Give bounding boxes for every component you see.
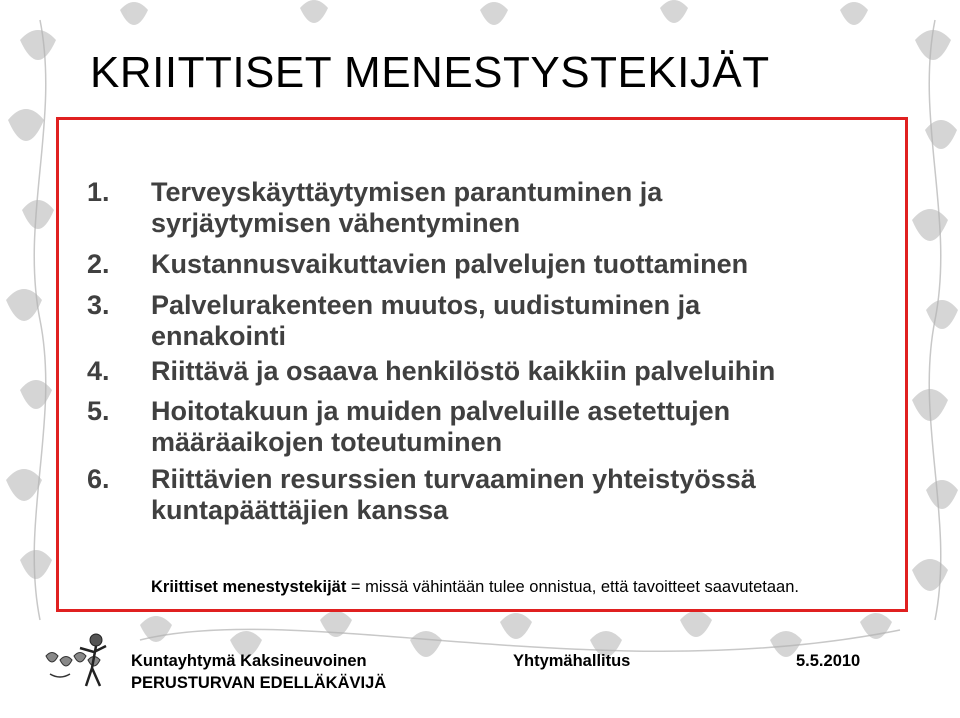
footer-board: Yhtymähallitus (513, 652, 631, 670)
content-frame (56, 117, 908, 612)
item-text: Terveyskäyttäytymisen parantuminen ja (151, 177, 663, 207)
item-number: 1. (87, 177, 110, 207)
item-text: määräaikojen toteutuminen (151, 427, 503, 457)
item-number: 2. (87, 249, 110, 279)
item-text: Hoitotakuun ja muiden palveluille asetettujen (151, 396, 731, 426)
footer-date: 5.5.2010 (796, 652, 861, 670)
item-number: 4. (87, 356, 110, 386)
item-text: Riittävä ja osaava henkilöstö kaikkiin palveluihin (151, 356, 776, 386)
note-term: Kriittiset menestystekijät (151, 578, 347, 596)
item-text: Palvelurakenteen muutos, uudistuminen ja (151, 290, 701, 320)
item-text: kuntapäättäjien kanssa (151, 495, 449, 525)
definition-note (151, 578, 799, 597)
item-text: Kustannusvaikuttavien palvelujen tuottaminen (151, 249, 749, 279)
footer-tagline: PERUSTURVAN EDELLÄKÄVIJÄ (131, 674, 387, 692)
note-definition: = missä vähintään tulee onnistua, että tavoitteet saavutetaan. (346, 578, 799, 596)
item-number: 6. (87, 464, 110, 494)
item-number: 5. (87, 396, 110, 426)
page-title: KRIITTISET MENESTYSTEKIJÄT (90, 48, 770, 97)
item-number: 3. (87, 290, 110, 320)
footer-organization: Kuntayhtymä Kaksineuvoinen (131, 652, 367, 670)
item-text: syrjäytymisen vähentyminen (151, 208, 521, 238)
organization-logo-icon (36, 626, 116, 696)
item-text: Riittävien resurssien turvaaminen yhteistyössä (151, 464, 756, 494)
item-text: ennakointi (151, 321, 287, 351)
